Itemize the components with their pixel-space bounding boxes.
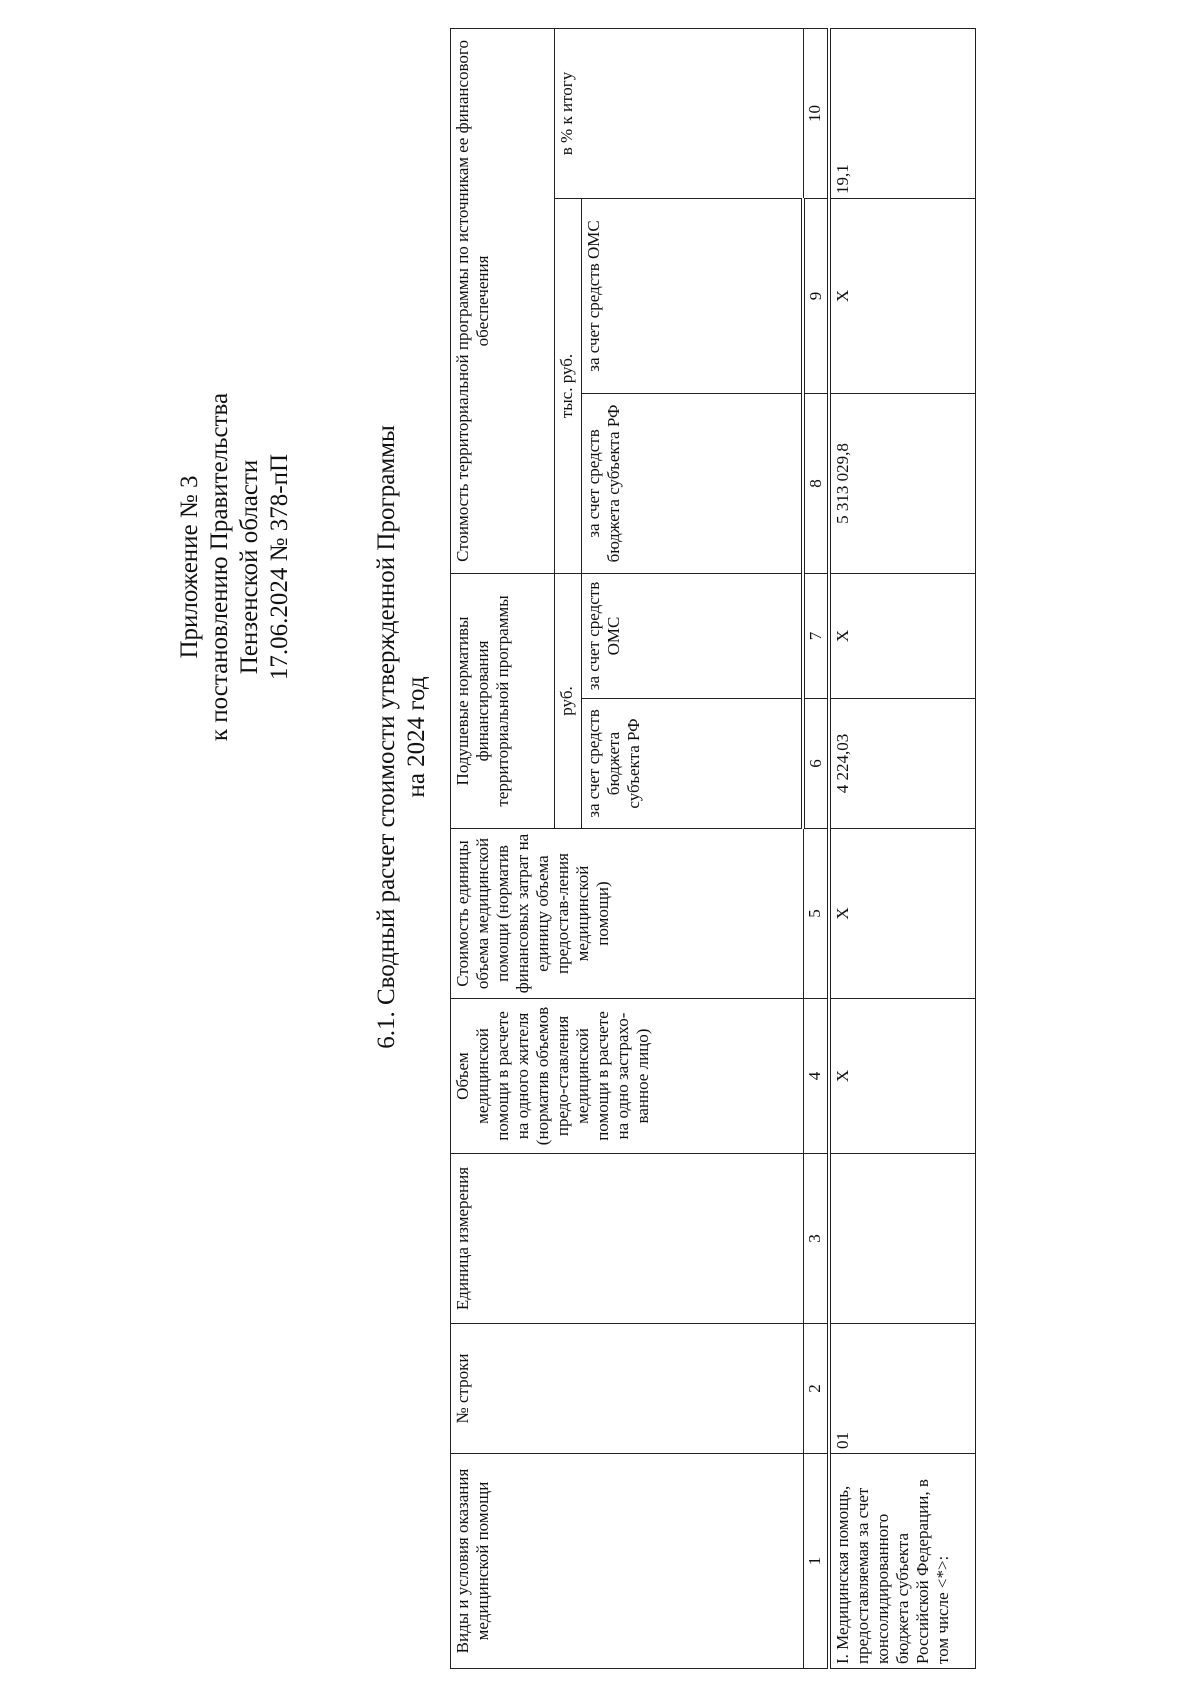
header-per-capita-budget: за счет средств бюджета субъекта РФ: [582, 699, 804, 829]
col-number: 9: [803, 198, 829, 393]
row-unit-cost: Х: [829, 829, 976, 999]
row-per-capita-oms: Х: [829, 573, 976, 698]
row-percent: 19,1: [829, 28, 976, 198]
row-line-no: 01: [829, 1324, 976, 1454]
row-unit: [829, 1154, 976, 1324]
col-number: 1: [803, 1454, 829, 1669]
col-number: 10: [803, 28, 829, 198]
header-unit: Единица измерения: [451, 1154, 804, 1324]
appendix-block: [175, 287, 295, 847]
col-number: 4: [803, 999, 829, 1154]
header-volume: Объем медицинской помощи в расчете на одного жителя (норматив объемов предо-ставления медицинской помощи в расчете на одно застрахо-ванное лицо): [451, 999, 804, 1154]
table-row: [829, 28, 976, 1668]
header-kinds: Виды и условия оказания медицинской помощи: [451, 1454, 804, 1669]
header-percent: в % к итогу: [555, 28, 804, 198]
title-line-1: 6.1. Сводный расчет стоимости утвержденной Программы: [373, 425, 400, 1049]
header-cost-group: Стоимость территориальной программы по источникам ее финансового обеспечения: [451, 28, 555, 573]
header-unit-rub: руб.: [555, 573, 582, 828]
appendix-line-3: Пензенской области: [236, 459, 263, 675]
appendix-line-2: к постановлению Правительства: [206, 392, 233, 742]
col-number: 7: [803, 573, 829, 698]
header-cost-budget: за счет средств бюджета субъекта РФ: [582, 393, 804, 573]
header-per-capita-oms: за счет средств ОМС: [582, 573, 804, 698]
col-number: 3: [803, 1154, 829, 1324]
row-per-capita-budget: 4 224,03: [829, 699, 976, 829]
header-unit-thousand-rub: тыс. руб.: [555, 198, 582, 573]
col-number: 2: [803, 1324, 829, 1454]
col-number: 8: [803, 393, 829, 573]
document-title: [372, 157, 432, 1317]
cost-table: [450, 28, 976, 1669]
appendix-line-1: Приложение № 3: [176, 475, 203, 659]
header-unit-cost: Стоимость единицы объема медицинской помощи (норматив финансовых затрат на единицу объема предостав-ления медицинской помощи): [451, 829, 804, 999]
title-line-2: на 2024 год: [403, 676, 430, 798]
row-name: I. Медицинская помощь, предоставляемая за счет консолидированного бюджета субъекта Российской Федерации, в том числе <*>:: [829, 1454, 976, 1669]
appendix-line-4: 17.06.2024 № 378-пП: [266, 453, 293, 681]
col-number: 6: [803, 699, 829, 829]
row-cost-oms: Х: [829, 198, 976, 393]
row-volume: Х: [829, 999, 976, 1154]
col-number: 5: [803, 829, 829, 999]
header-line-no: № строки: [451, 1324, 804, 1454]
row-cost-budget: 5 313 029,8: [829, 393, 976, 573]
header-cost-oms: за счет средств ОМС: [582, 198, 804, 393]
header-per-capita-group: Подушевые нормативы финансирования территориальной программы: [451, 573, 555, 828]
